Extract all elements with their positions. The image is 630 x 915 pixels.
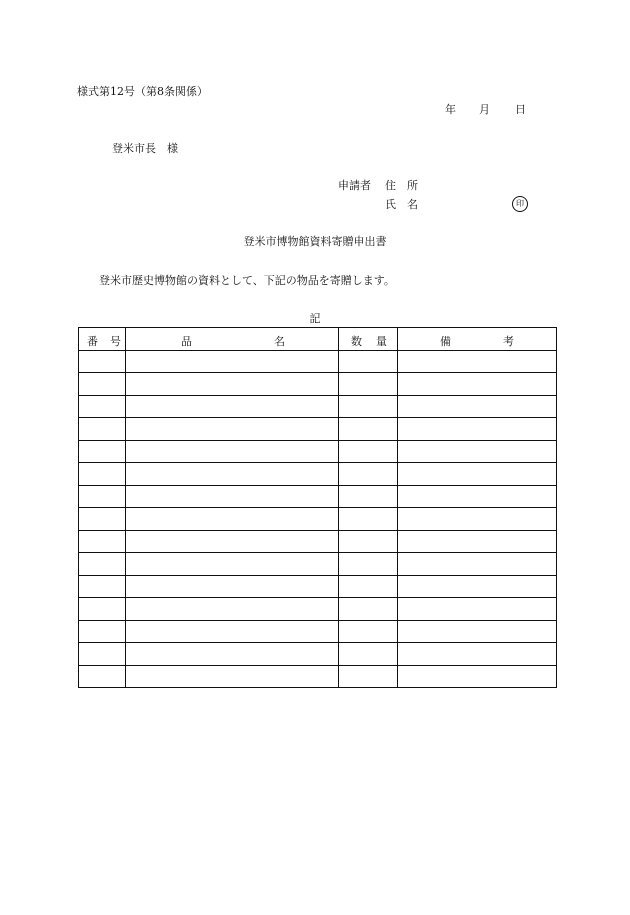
item-name-cell[interactable]: [126, 440, 339, 463]
table-row: [79, 440, 557, 463]
body-text: 登米市歴史博物館の資料として、下記の物品を寄贈します。: [99, 274, 395, 287]
table-row: [79, 643, 557, 666]
seal-mark: 印: [512, 196, 528, 212]
number-cell[interactable]: [79, 373, 126, 396]
quantity-cell[interactable]: [339, 440, 398, 463]
quantity-cell[interactable]: [339, 575, 398, 598]
quantity-cell[interactable]: [339, 553, 398, 576]
item-name-cell[interactable]: [126, 575, 339, 598]
table-row: [79, 508, 557, 531]
table-body: [79, 350, 557, 688]
remarks-cell[interactable]: [398, 620, 557, 643]
table-row: [79, 418, 557, 441]
item-name-cell[interactable]: [126, 395, 339, 418]
remarks-cell[interactable]: [398, 508, 557, 531]
number-cell[interactable]: [79, 620, 126, 643]
item-name-cell[interactable]: [126, 350, 339, 373]
number-cell[interactable]: [79, 508, 126, 531]
item-name-cell[interactable]: [126, 463, 339, 486]
table-row: [79, 373, 557, 396]
remarks-cell[interactable]: [398, 395, 557, 418]
applicant-label: 申請者: [338, 179, 371, 192]
remarks-cell[interactable]: [398, 350, 557, 373]
remarks-cell[interactable]: [398, 440, 557, 463]
number-cell[interactable]: [79, 350, 126, 373]
table-row: [79, 575, 557, 598]
header-item-name-char-2: 名: [274, 335, 285, 348]
quantity-cell[interactable]: [339, 485, 398, 508]
item-name-cell[interactable]: [126, 373, 339, 396]
table-row: [79, 463, 557, 486]
table-row: [79, 665, 557, 688]
number-cell[interactable]: [79, 665, 126, 688]
addressee: 登米市長 様: [112, 142, 178, 155]
number-cell[interactable]: [79, 418, 126, 441]
item-name-cell[interactable]: [126, 598, 339, 621]
quantity-cell[interactable]: [339, 373, 398, 396]
date-year-label: 年: [445, 103, 456, 116]
header-number: [79, 328, 126, 351]
item-name-cell[interactable]: [126, 553, 339, 576]
remarks-cell[interactable]: [398, 598, 557, 621]
header-number-char-1: 番: [87, 335, 98, 348]
remarks-cell[interactable]: [398, 463, 557, 486]
form-number: 様式第12号（第8条関係）: [77, 85, 208, 98]
header-number-char-2: 号: [110, 335, 121, 348]
number-cell[interactable]: [79, 575, 126, 598]
date-month-label: 月: [479, 103, 490, 116]
table-row: [79, 395, 557, 418]
table-row: [79, 620, 557, 643]
quantity-cell[interactable]: [339, 530, 398, 553]
item-name-cell[interactable]: [126, 620, 339, 643]
quantity-cell[interactable]: [339, 418, 398, 441]
donation-item-table: [78, 327, 557, 688]
item-name-cell[interactable]: [126, 530, 339, 553]
item-name-cell[interactable]: [126, 418, 339, 441]
remarks-cell[interactable]: [398, 485, 557, 508]
header-quantity: [339, 328, 398, 351]
quantity-cell[interactable]: [339, 643, 398, 666]
header-remarks-char-1: 備: [440, 335, 451, 348]
header-quantity-char-2: 量: [376, 335, 387, 348]
quantity-cell[interactable]: [339, 508, 398, 531]
remarks-cell[interactable]: [398, 530, 557, 553]
name-label: 氏 名: [385, 198, 418, 211]
remarks-cell[interactable]: [398, 553, 557, 576]
number-cell[interactable]: [79, 485, 126, 508]
header-remarks-char-2: 考: [503, 335, 514, 348]
quantity-cell[interactable]: [339, 598, 398, 621]
table-row: [79, 350, 557, 373]
table-row: [79, 553, 557, 576]
date-day-label: 日: [515, 103, 526, 116]
remarks-cell[interactable]: [398, 418, 557, 441]
remarks-cell[interactable]: [398, 665, 557, 688]
address-label: 住 所: [385, 179, 418, 192]
quantity-cell[interactable]: [339, 463, 398, 486]
remarks-cell[interactable]: [398, 373, 557, 396]
table-row: [79, 485, 557, 508]
item-name-cell[interactable]: [126, 485, 339, 508]
number-cell[interactable]: [79, 553, 126, 576]
item-name-cell[interactable]: [126, 508, 339, 531]
number-cell[interactable]: [79, 643, 126, 666]
number-cell[interactable]: [79, 598, 126, 621]
remarks-cell[interactable]: [398, 575, 557, 598]
table-row: [79, 598, 557, 621]
header-item-name: [126, 328, 339, 351]
item-name-cell[interactable]: [126, 643, 339, 666]
number-cell[interactable]: [79, 530, 126, 553]
ki-label: 記: [309, 312, 321, 325]
document-title: 登米市博物館資料寄贈申出書: [243, 235, 387, 248]
item-name-cell[interactable]: [126, 665, 339, 688]
quantity-cell[interactable]: [339, 350, 398, 373]
number-cell[interactable]: [79, 463, 126, 486]
table-row: [79, 530, 557, 553]
quantity-cell[interactable]: [339, 665, 398, 688]
remarks-cell[interactable]: [398, 643, 557, 666]
table-header-row: [79, 328, 557, 351]
quantity-cell[interactable]: [339, 395, 398, 418]
number-cell[interactable]: [79, 395, 126, 418]
header-quantity-char-1: 数: [351, 335, 362, 348]
header-item-name-char-1: 品: [181, 335, 192, 348]
header-remarks: [398, 328, 557, 351]
number-cell[interactable]: [79, 440, 126, 463]
quantity-cell[interactable]: [339, 620, 398, 643]
